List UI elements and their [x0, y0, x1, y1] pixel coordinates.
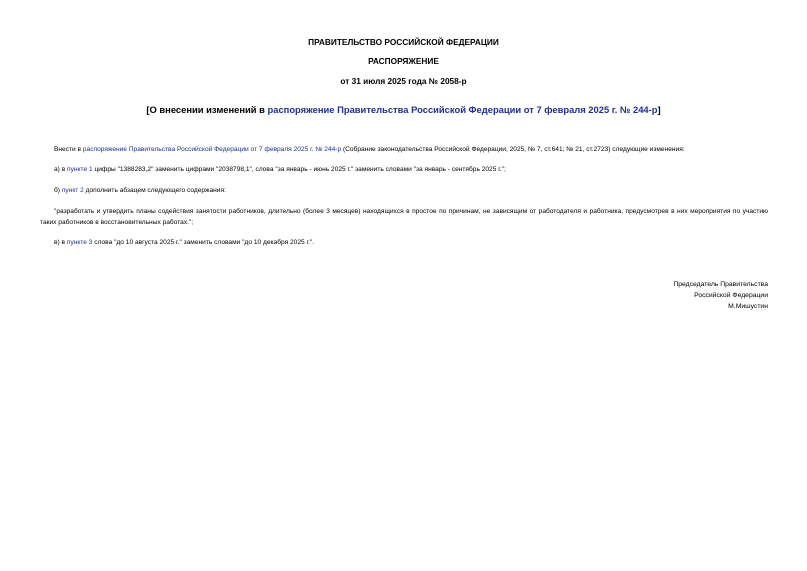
item-c-after: слова "до 10 августа 2025 г." заменить словами "до 10 декабря 2025 г.".	[92, 239, 315, 246]
government-heading: ПРАВИТЕЛЬСТВО РОССИЙСКОЙ ФЕДЕРАЦИИ	[308, 37, 499, 47]
quote-paragraph: "разработать и утвердить планы содействия занятости работников, длительно (более 3 месяцев) находящихся в простое по причинам, не зависящим от работодателя и работника, предусмотрев в них мероприятия по участию таких работников в восстановительных работах.";	[40, 208, 768, 226]
intro-paragraph	[40, 145, 768, 156]
item-c-paragraph	[40, 238, 768, 249]
signature-block	[673, 279, 768, 312]
item-b-paragraph	[40, 186, 768, 197]
signature-title-line1: Председатель Правительства	[673, 281, 768, 288]
item-b-link[interactable]: пункт 2	[61, 187, 84, 194]
document-date-number: от 31 июля 2025 года № 2058-р	[340, 76, 467, 86]
item-c-link[interactable]: пункте 3	[66, 239, 93, 246]
item-b-after: дополнить абзацем следующего содержания:	[83, 187, 226, 194]
subject-link[interactable]: распоряжение Правительства Российской Федерации от 7 февраля 2025 г. № 244-р	[267, 104, 658, 115]
intro-before: Внести в	[54, 146, 83, 153]
item-a-link[interactable]: пункте 1	[67, 166, 93, 173]
intro-after: (Собрание законодательства Российской Федерации, 2025, № 7, ст.641; № 21, ст.2723) следующие изменения:	[341, 146, 685, 153]
item-a-before: а) в	[54, 166, 68, 173]
subject-suffix: ]	[657, 104, 661, 115]
document-type-heading: РАСПОРЯЖЕНИЕ	[368, 56, 439, 66]
item-c-before: в) в	[54, 239, 67, 246]
item-a-paragraph	[40, 165, 768, 176]
subject-prefix: [О внесении изменений в	[146, 104, 268, 115]
signature-title-line2: Российской Федерации	[694, 292, 768, 299]
item-a-after: цифры "1388283,2" заменить цифрами "2038798,1", слова "за январь - июнь 2025 г." заменить словами "за январь - сентябрь 2025 г.";	[92, 166, 506, 173]
signature-name: М.Мишустин	[728, 303, 768, 310]
intro-link[interactable]: распоряжение Правительства Российской Федерации от 7 февраля 2025 г. № 244-р	[82, 146, 342, 153]
document-subject	[0, 104, 807, 116]
item-b-before: б)	[54, 187, 62, 194]
